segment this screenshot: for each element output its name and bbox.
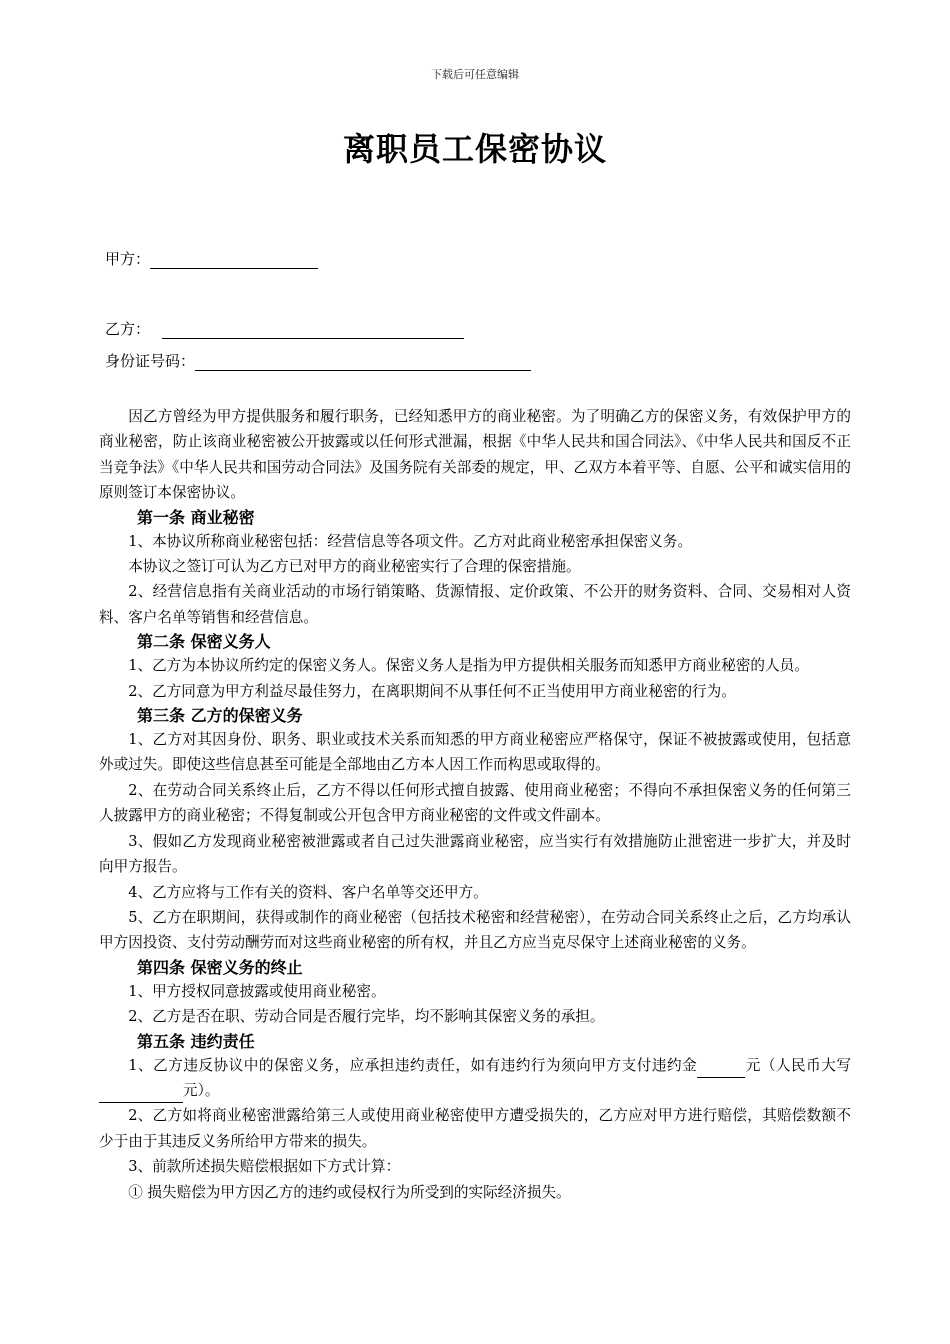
party-a-blank bbox=[150, 252, 318, 269]
article-3-clause-2: 2、在劳动合同关系终止后，乙方不得以任何形式擅自披露、使用商业秘密；不得向不承担保密义务的任何第三人披露甲方的商业秘密；不得复制或公开包含甲方商业秘密的文件或文件副本。 bbox=[99, 781, 851, 825]
article-5-clause-1 bbox=[99, 1053, 851, 1104]
article-3-clause-1: 1、乙方对其因身份、职务、职业或技术关系而知悉的甲方商业秘密应严格保守，保证不被披露或使用，包括意外或过失。即使这些信息甚至可能是全部地由乙方本人因工作而构思或取得的。 bbox=[99, 731, 851, 774]
header-note: 下载后可任意编辑 bbox=[431, 68, 519, 81]
party-b-blank bbox=[162, 322, 464, 339]
party-a-field bbox=[105, 248, 318, 269]
article-2-clause-2: 2、乙方同意为甲方利益尽最佳努力，在离职期间不从事任何不正当使用甲方商业秘密的行为。 bbox=[128, 682, 736, 700]
id-number-blank bbox=[195, 354, 531, 371]
article-2-clause-1: 1、乙方为本协议所约定的保密义务人。保密义务人是指为甲方提供相关服务而知悉甲方商业秘密的人员。 bbox=[128, 657, 809, 675]
party-a-label: 甲方： bbox=[105, 250, 151, 268]
article-3-clause-5: 5、乙方在职期间，获得或制作的商业秘密（包括技术秘密和经营秘密），在劳动合同关系终止之后，乙方均承认甲方因投资、支付劳动酬劳而对这些商业秘密的所有权，并且乙方应当克尽保守上述商业秘密的义务。 bbox=[99, 908, 851, 952]
article-5-heading: 第五条 违约责任 bbox=[137, 1031, 255, 1051]
article-1-note: 本协议之签订可认为乙方已对甲方的商业秘密实行了合理的保密措施。 bbox=[128, 558, 581, 576]
article-2-heading: 第二条 保密义务人 bbox=[137, 632, 271, 652]
article-4-clause-1: 1、甲方授权同意披露或使用商业秘密。 bbox=[128, 982, 386, 1000]
article-1-clause-1: 1、本协议所称商业秘密包括：经营信息等各项文件。乙方对此商业秘密承担保密义务。 bbox=[128, 532, 693, 550]
article-3-heading: 第三条 乙方的保密义务 bbox=[137, 706, 303, 726]
article-5-clause-1-text: 1、乙方违反协议中的保密义务，应承担违约责任，如有违约行为须向甲方支付违约金 bbox=[128, 1056, 698, 1074]
article-4-clause-2: 2、乙方是否在职、劳动合同是否履行完毕，均不影响其保密义务的承担。 bbox=[128, 1008, 605, 1026]
article-4-heading: 第四条 保密义务的终止 bbox=[137, 957, 303, 977]
id-number-label: 身份证号码： bbox=[105, 352, 196, 370]
article-5-clause-2: 2、乙方如将商业秘密泄露给第三人或使用商业秘密使甲方遭受损失的，乙方应对甲方进行赔偿，其赔偿数额不少于由于其违反义务所给甲方带来的损失。 bbox=[99, 1107, 851, 1150]
document-title: 离职员工保密协议 bbox=[342, 130, 607, 168]
agreement-body bbox=[99, 404, 851, 1205]
article-5-clause-1-rmb: 元（人民币大写 bbox=[745, 1056, 851, 1074]
party-b-field bbox=[105, 318, 464, 339]
intro-paragraph: 因乙方曾经为甲方提供服务和履行职务，已经知悉甲方的商业秘密。为了明确乙方的保密义务，有效保护甲方的商业秘密，防止该商业秘密被公开披露或以任何形式泄漏，根据《中华人民共和国合同法》、《中华人民共和国反不正当竞争法》《中华人民共和国劳动合同法》及国务院有关部委的规定，甲、乙双方本着平等、自愿、公平和诚实信用的原则签订本保密协议。 bbox=[99, 408, 851, 502]
article-5-clause-1-end: 元）。 bbox=[183, 1081, 220, 1099]
article-5-clause-3: 3、前款所述损失赔偿根据如下方式计算： bbox=[128, 1158, 401, 1176]
article-1-heading: 第一条 商业秘密 bbox=[137, 507, 255, 527]
penalty-amount-blank bbox=[697, 1059, 745, 1078]
penalty-words-blank bbox=[99, 1084, 183, 1103]
article-5-clause-3-item-1: ① 损失赔偿为甲方因乙方的违约或侵权行为所受到的实际经济损失。 bbox=[128, 1183, 571, 1201]
id-number-field bbox=[105, 350, 531, 371]
article-1-clause-2: 2、经营信息指有关商业活动的市场行销策略、货源情报、定价政策、不公开的财务资料、合同、交易相对人资料、客户名单等销售和经营信息。 bbox=[99, 583, 851, 626]
article-3-clause-3: 3、假如乙方发现商业秘密被泄露或者自己过失泄露商业秘密，应当实行有效措施防止泄密进一步扩大，并及时向甲方报告。 bbox=[99, 832, 851, 876]
party-b-label: 乙方： bbox=[105, 320, 151, 338]
article-3-clause-4: 4、乙方应将与工作有关的资料、客户名单等交还甲方。 bbox=[128, 883, 488, 901]
